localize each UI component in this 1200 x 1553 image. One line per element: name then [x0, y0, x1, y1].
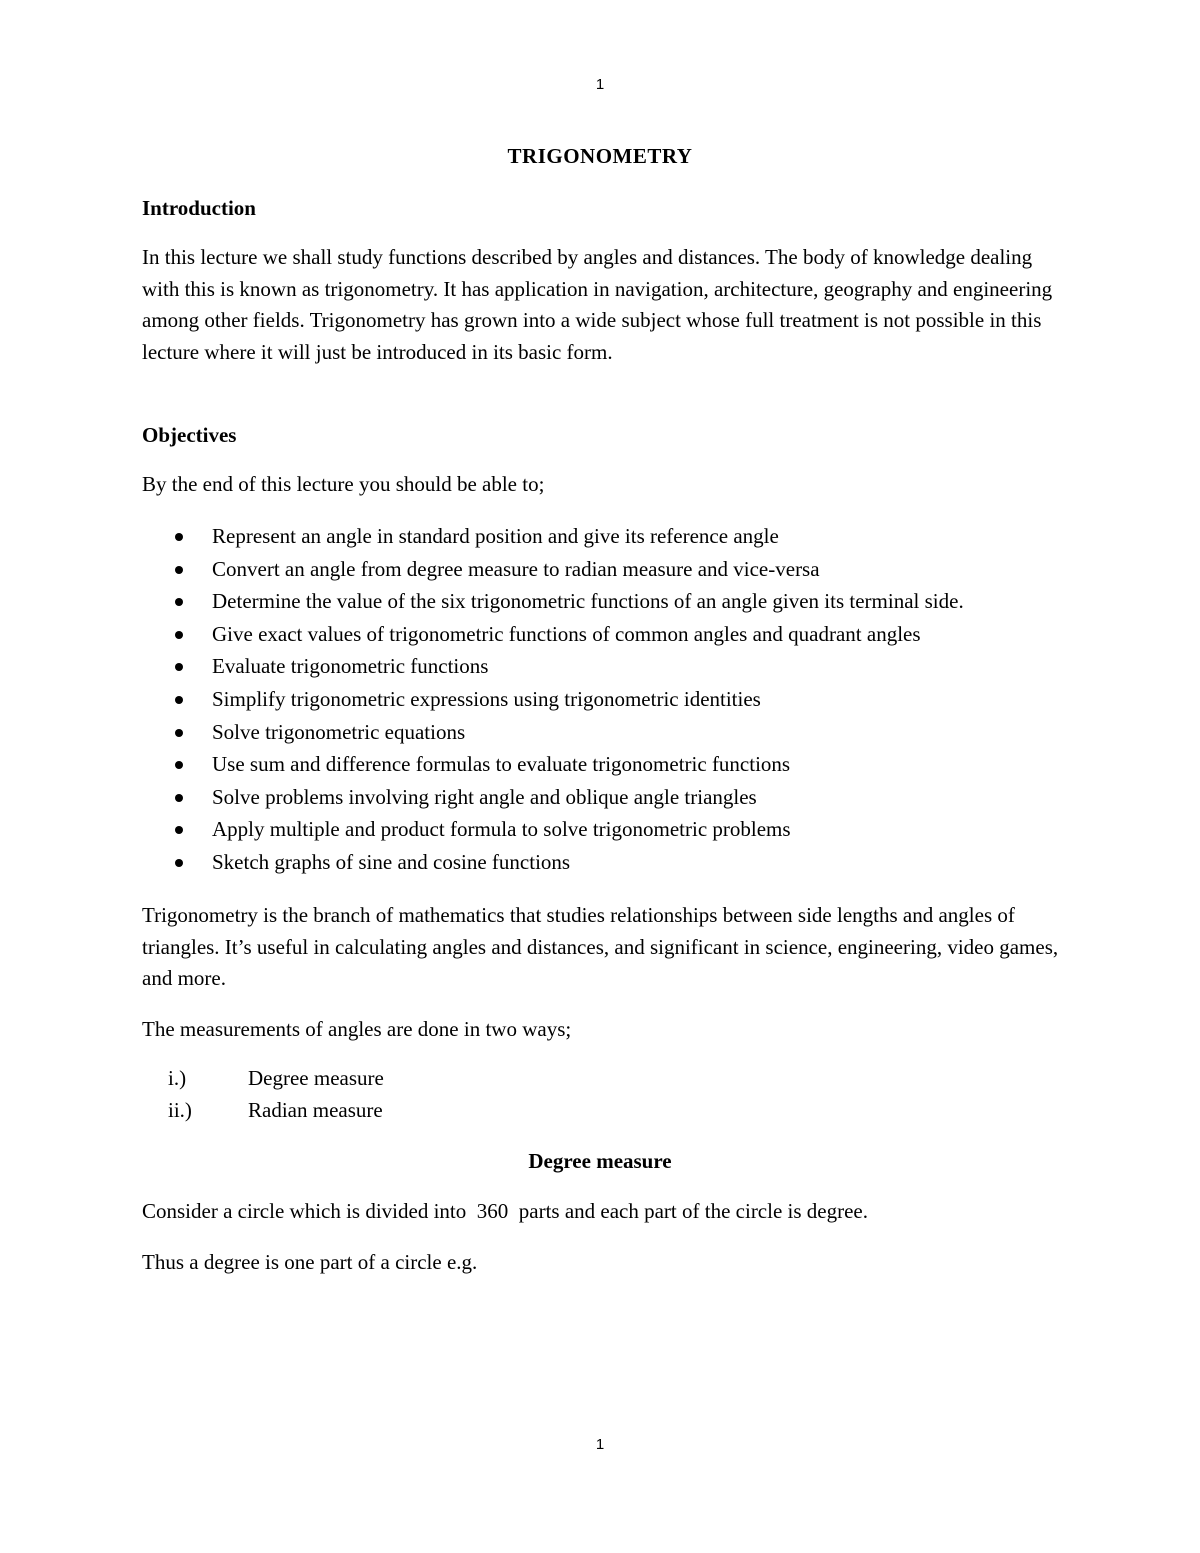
objectives-heading: Objectives [142, 423, 237, 447]
page-number-header: 1 [595, 76, 605, 93]
introduction-text: In this lecture we shall study functions described by angles and distances. The body of knowledge dealing with this is known as trigonometry. It has application in navigation, architecture, geography and engineering among other fields. Trigonometry has grown into a wide subject whose full treatment is not possible in this lecture where it will just be introduced in its basic form. [142, 245, 1053, 364]
list-item: Evaluate trigonometric functions [142, 652, 964, 685]
list-item: Determine the value of the six trigonometric functions of an angle given its terminal side. [142, 587, 964, 620]
page-number-footer: 1 [595, 1436, 605, 1453]
list-item-label: Degree measure [248, 1066, 384, 1090]
bullet-icon [175, 729, 183, 737]
list-item: Solve trigonometric equations [142, 718, 964, 751]
bullet-icon [175, 859, 183, 867]
degree-measure-line-2: Thus a degree is one part of a circle e.g. [142, 1250, 478, 1274]
bullet-icon [175, 696, 183, 704]
objectives-lead: By the end of this lecture you should be able to; [142, 472, 545, 496]
bullet-icon [175, 826, 183, 834]
bullet-icon [175, 794, 183, 802]
list-item: Simplify trigonometric expressions using trigonometric identities [142, 685, 964, 718]
list-item: Solve problems involving right angle and oblique angle triangles [142, 783, 964, 816]
bullet-icon [175, 631, 183, 639]
bullet-icon [175, 566, 183, 574]
introduction-heading: Introduction [142, 196, 256, 220]
list-item [168, 1064, 384, 1096]
list-item-label: Radian measure [248, 1098, 383, 1122]
page-title: TRIGONOMETRY [507, 144, 693, 168]
list-item: Give exact values of trigonometric functions of common angles and quadrant angles [142, 620, 964, 653]
list-item: Convert an angle from degree measure to radian measure and vice-versa [142, 555, 964, 588]
bullet-icon [175, 598, 183, 606]
measurements-list [168, 1064, 384, 1128]
list-item [168, 1096, 384, 1128]
bullet-icon [175, 663, 183, 671]
list-item: Sketch graphs of sine and cosine functions [142, 848, 964, 881]
introduction-paragraph [142, 242, 1072, 368]
degree-measure-line-1: Consider a circle which is divided into 360 parts and each part of the circle is degree. [142, 1199, 868, 1223]
measurements-lead: The measurements of angles are done in two ways; [142, 1017, 572, 1041]
list-marker: i.) [168, 1066, 187, 1090]
bullet-icon [175, 761, 183, 769]
definition-text: Trigonometry is the branch of mathematics that studies relationships between side lengths and angles of triangles. It’s useful in calculating angles and distances, and significant in science, engineering, video games, and more. [142, 903, 1059, 990]
definition-paragraph [142, 900, 1072, 995]
objectives-list [142, 522, 964, 881]
list-item: Use sum and difference formulas to evaluate trigonometric functions [142, 750, 964, 783]
list-item: Apply multiple and product formula to solve trigonometric problems [142, 815, 964, 848]
degree-measure-heading: Degree measure [528, 1149, 672, 1173]
list-item: Represent an angle in standard position and give its reference angle [142, 522, 964, 555]
list-marker: ii.) [168, 1098, 192, 1122]
bullet-icon [175, 533, 183, 541]
